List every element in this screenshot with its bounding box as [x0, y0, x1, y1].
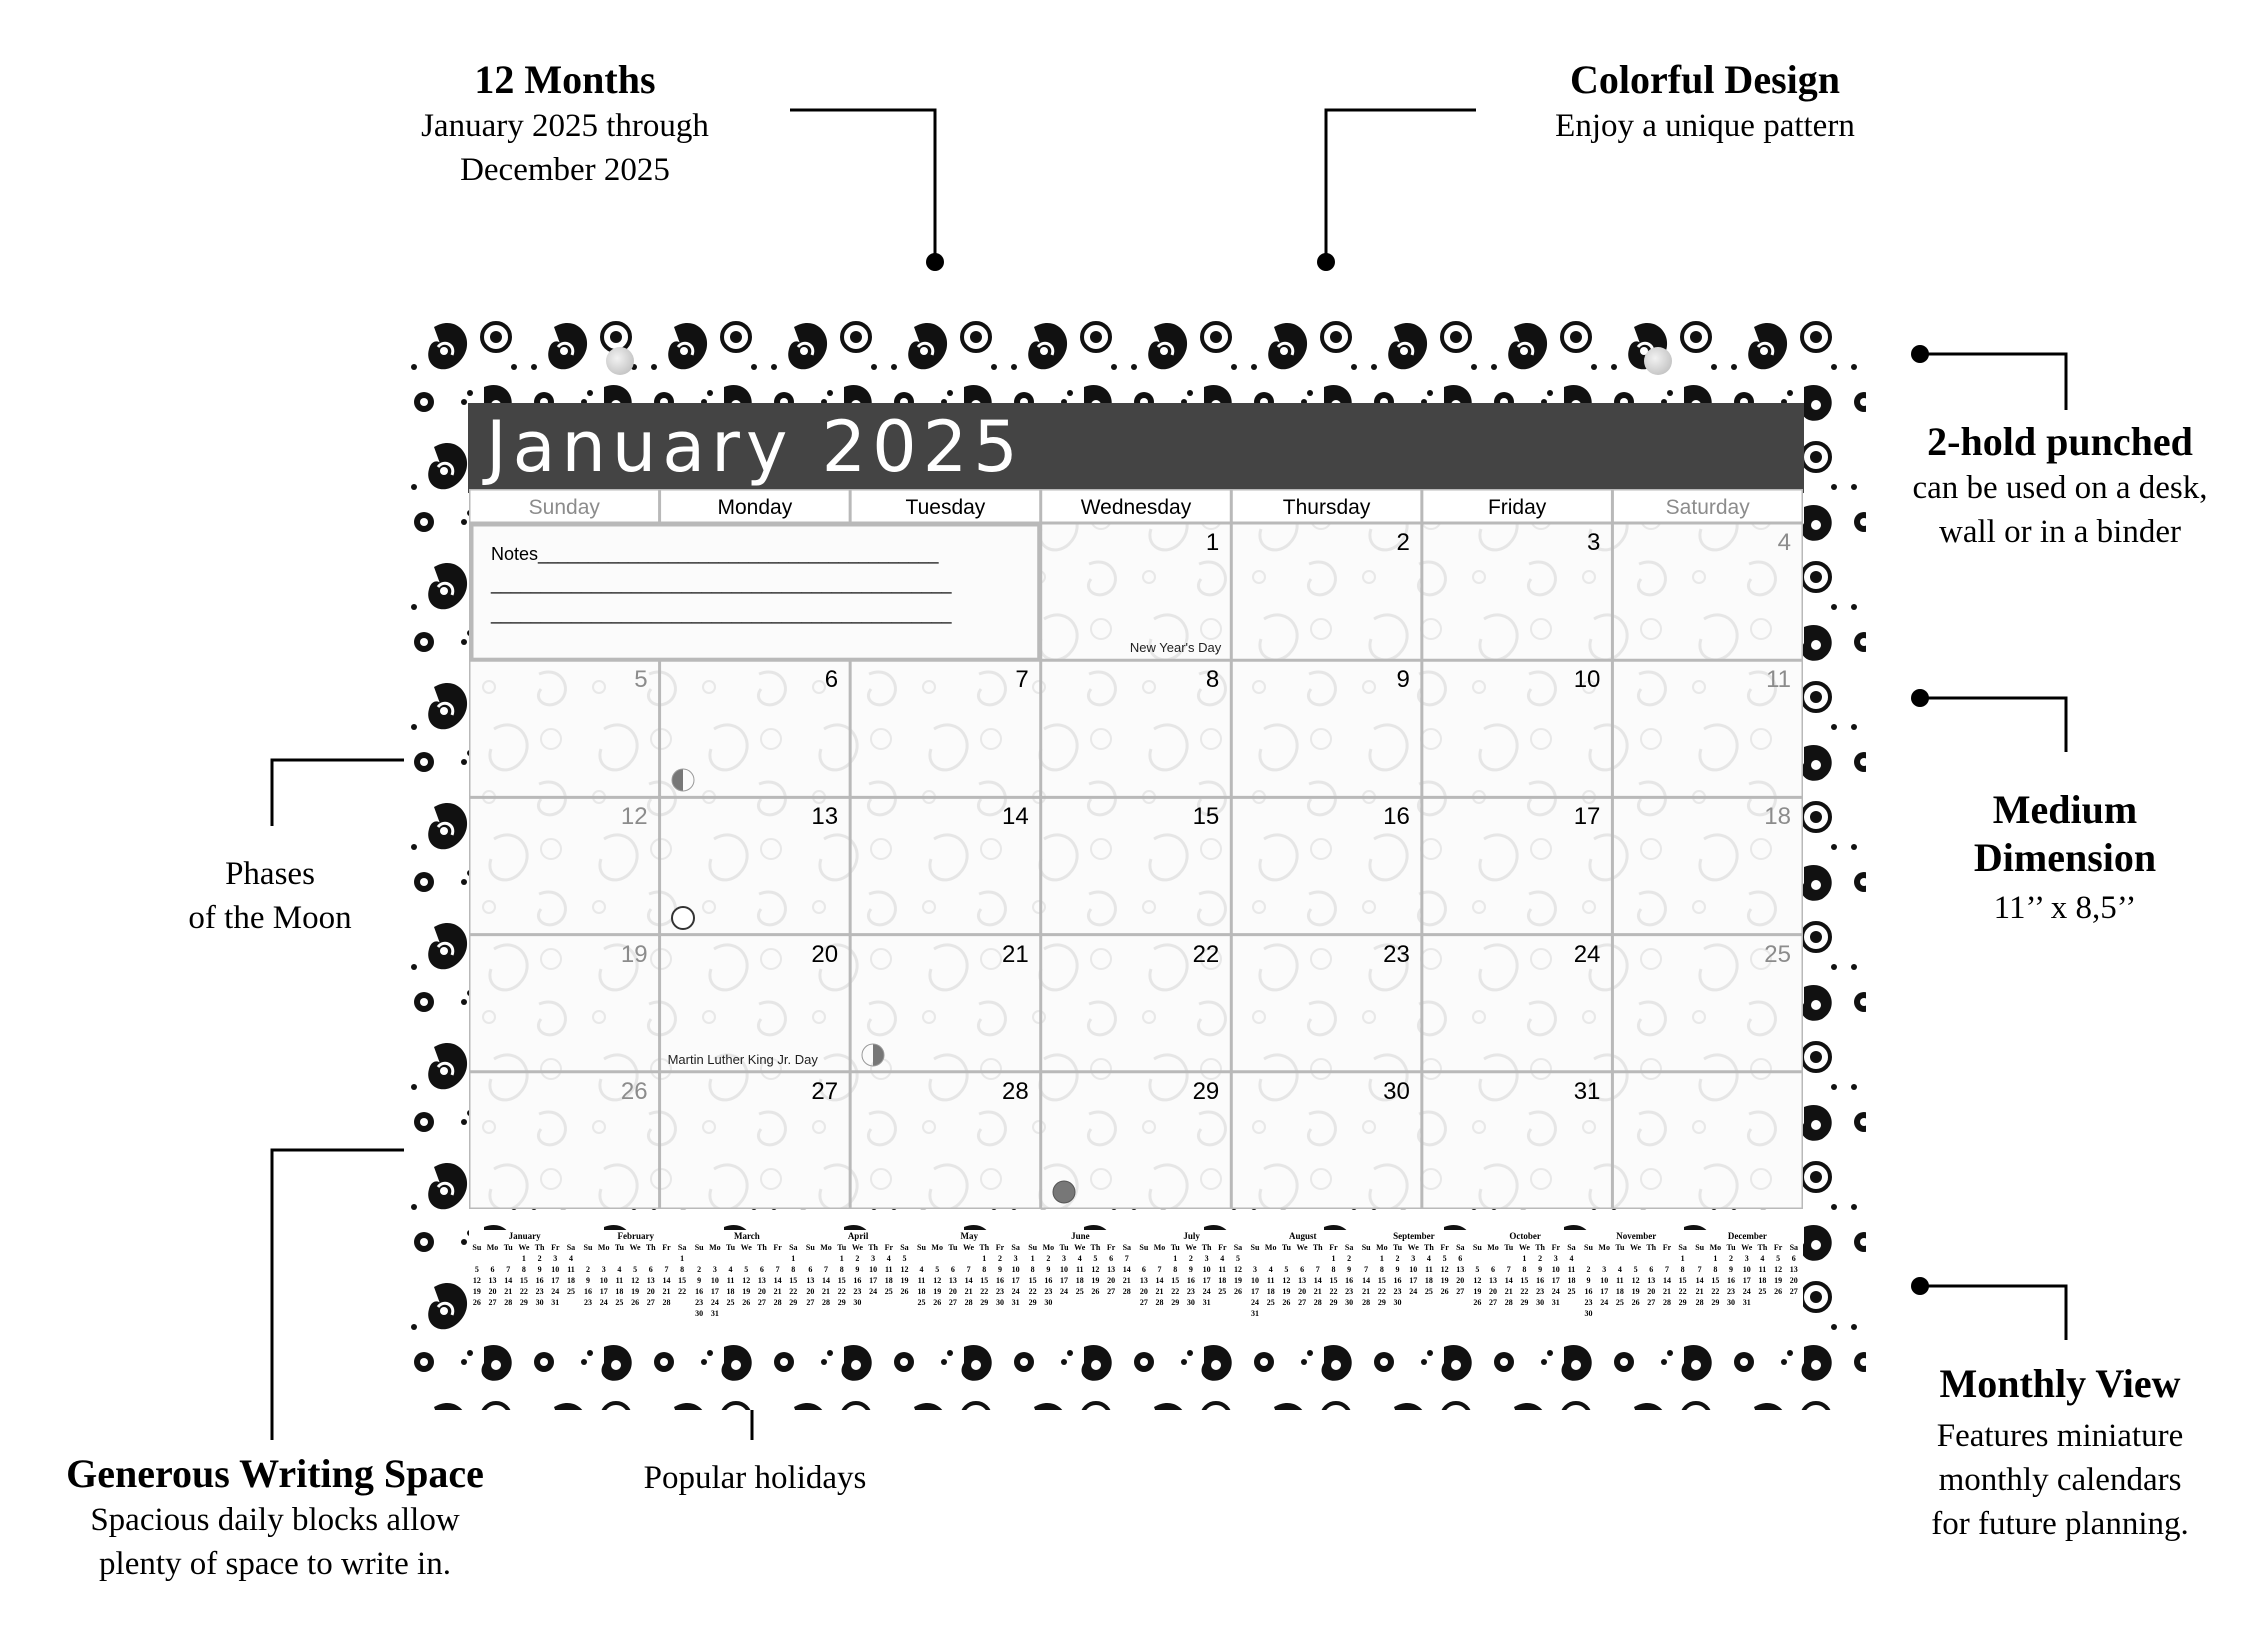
mini-calendar-march	[691, 1230, 802, 1340]
mini-calendar-week: 20 21 22 23 24 25 26	[806, 1287, 909, 1296]
mini-calendar-week: 15 16 17 18 19 20 21	[1028, 1276, 1131, 1285]
mini-calendar-title: October	[1509, 1231, 1541, 1241]
mini-calendar-week: 2 3 4 5 6 7 8	[586, 1265, 685, 1274]
mini-calendar-week: 25 26 27 28 29 30 31	[917, 1298, 1020, 1307]
weekday-header-thursday: Thursday	[1282, 496, 1371, 519]
day-number[interactable]: 26	[620, 1077, 648, 1105]
mini-calendar-title: September	[1393, 1231, 1435, 1241]
day-number[interactable]: 8	[1205, 666, 1220, 694]
mini-calendar-november	[1581, 1230, 1692, 1340]
mini-calendar-april	[803, 1230, 914, 1340]
callout-text: Popular holidays	[643, 1460, 867, 1496]
day-number[interactable]: 29	[1192, 1077, 1220, 1105]
day-number[interactable]: 23	[1383, 940, 1410, 968]
callout-text: Features miniature	[1936, 1418, 2184, 1454]
mini-calendar-week: 7 8 9 10 11 12 13	[1697, 1265, 1798, 1274]
day-number[interactable]: 12	[620, 803, 648, 831]
callout-text: can be used on a desk,	[1912, 470, 2208, 506]
callout-monthly-view	[1880, 1360, 2240, 1546]
mini-calendar-october	[1470, 1230, 1581, 1340]
mini-calendar-weekdays: Su Mo Tu We Th Fr Sa	[1139, 1243, 1243, 1252]
mini-calendar-week: 24 25 26 27 28 29 30	[1251, 1298, 1354, 1307]
month-title: January 2025	[486, 406, 1024, 488]
punch-hole-left	[606, 347, 634, 375]
mini-calendar-week: 5 6 7 8 9 10 11	[1475, 1265, 1576, 1274]
mini-calendar-week: 1 2 3 4 5 6 7	[1030, 1254, 1129, 1263]
mini-calendar-week: 8 9 10 11 12 13 14	[1030, 1265, 1131, 1274]
moon-phase-new-icon	[1051, 1179, 1077, 1205]
callout-text: plenty of space to write in.	[99, 1546, 451, 1582]
callout-text: of the Moon	[188, 900, 352, 936]
mini-calendar-december	[1692, 1230, 1803, 1340]
weekday-header-friday: Friday	[1487, 496, 1547, 519]
mini-calendar-may	[914, 1230, 1025, 1340]
day-number[interactable]: 16	[1383, 803, 1410, 831]
weekday-header-sunday: Sunday	[528, 496, 600, 519]
callout-text: January 2025 through	[421, 108, 709, 144]
mini-calendar-weekdays: Su Mo Tu We Th Fr Sa	[1584, 1243, 1687, 1252]
mini-calendar-week: 14 15 16 17 18 19 20	[1695, 1276, 1798, 1285]
mini-calendar-week: 26 27 28 29 30 31	[472, 1298, 560, 1307]
mini-calendar-january	[469, 1230, 580, 1340]
callout-text: wall or in a binder	[1939, 514, 2181, 550]
mini-calendar-week: 29 30	[1028, 1298, 1053, 1307]
day-number[interactable]: 13	[811, 803, 839, 831]
mini-calendar-week: 21 22 23 24 25 26 27	[1362, 1287, 1465, 1296]
mini-calendar-weekdays: Su Mo Tu We Th Fr Sa	[1250, 1243, 1354, 1252]
callout-text: for future planning.	[1931, 1506, 2189, 1542]
mini-calendar-june	[1025, 1230, 1136, 1340]
day-number[interactable]: 22	[1192, 940, 1220, 968]
mini-calendar-week: 31	[1251, 1309, 1259, 1318]
mini-calendar-week: 5 6 7 8 9 10 11	[474, 1265, 575, 1274]
callout-popular-holidays	[590, 1456, 920, 1500]
moon-phase-first-quarter-icon	[670, 767, 696, 793]
mini-calendar-week: 9 10 11 12 13 14 15	[586, 1276, 687, 1285]
day-number[interactable]: 6	[824, 666, 839, 694]
mini-calendar-week: 6 7 8 9 10 11 12	[1141, 1265, 1242, 1274]
mini-calendar-week: 19 20 21 22 23 24 25	[472, 1287, 575, 1296]
mini-calendar-july	[1136, 1230, 1247, 1340]
callout-12-months	[380, 56, 750, 192]
mini-calendar-week: 12 13 14 15 16 17 18	[1473, 1276, 1576, 1285]
day-number[interactable]: 2	[1396, 529, 1410, 556]
mini-calendar-weekdays: Su Mo Tu We Th Fr Sa	[1472, 1243, 1576, 1252]
mini-calendar-week: 1 2 3 4 5 6	[1379, 1254, 1463, 1263]
callout-title: Monthly View	[1939, 1361, 2181, 1406]
mini-calendar-week: 23 24 25 26 27 28 29	[1584, 1298, 1687, 1307]
mini-calendar-week: 20 21 22 23 24 25 26	[1139, 1287, 1242, 1296]
mini-calendar-week: 1	[791, 1254, 796, 1263]
mini-calendar-week: 1	[1680, 1254, 1685, 1263]
mini-calendar-week: 1 2 3 4 5	[839, 1254, 907, 1263]
mini-calendar-week: 22 23 24 25 26 27 28	[1028, 1287, 1131, 1296]
mini-calendar-weekdays: Su Mo Tu We Th Fr Sa	[917, 1243, 1020, 1252]
callout-title: 12 Months	[474, 57, 656, 102]
day-number[interactable]: 20	[811, 940, 839, 968]
mini-calendar-strip	[469, 1230, 1803, 1340]
holiday-label: Martin Luther King Jr. Day	[667, 1051, 818, 1067]
mini-calendar-week: 10 11 12 13 14 15 16	[1251, 1276, 1354, 1285]
day-number[interactable]: 15	[1192, 803, 1220, 831]
mini-calendar-week: 21 22 23 24 25 26 27	[1695, 1287, 1798, 1296]
mini-calendar-title: July	[1183, 1231, 1200, 1241]
day-number[interactable]: 30	[1383, 1077, 1410, 1105]
mini-calendar-week: 1 2 3	[982, 1254, 1018, 1263]
callout-title: Dimension	[1973, 835, 2157, 880]
day-number[interactable]: 11	[1766, 666, 1791, 694]
mini-calendar-week: 16 17 18 19 20 21 22	[584, 1287, 687, 1296]
day-number[interactable]: 7	[1015, 666, 1029, 694]
mini-calendar-week: 27 28 29 30 31	[1139, 1298, 1211, 1307]
mini-calendar-title: February	[617, 1231, 654, 1241]
mini-calendar-september	[1358, 1230, 1469, 1340]
mini-calendar-week: 7 8 9 10 11 12 13	[1364, 1265, 1465, 1274]
day-number[interactable]: 9	[1396, 666, 1410, 694]
mini-calendar-week: 23 24 25 26 27 28	[584, 1298, 671, 1307]
mini-calendar-week: 1 2 3 4 5 6	[1713, 1254, 1796, 1263]
day-number[interactable]: 25	[1764, 940, 1791, 968]
mini-calendar-title: June	[1071, 1231, 1090, 1241]
mini-calendar-title: August	[1288, 1231, 1317, 1241]
mini-calendar-week: 26 27 28 29 30 31	[1473, 1298, 1560, 1307]
mini-calendar-week: 1 2	[1331, 1254, 1352, 1263]
mini-calendar-week: 1 2 3 4	[521, 1254, 573, 1263]
notes-area[interactable]: Notes________________________________________ ______________________________________________ ______________________________________________	[491, 544, 952, 624]
mini-calendar-weekdays: Su Mo Tu We Th Fr Sa	[472, 1243, 576, 1252]
callout-writing-space	[20, 1450, 530, 1586]
day-number[interactable]: 14	[1002, 803, 1029, 831]
mini-calendar-week: 6 7 8 9 10 11 12	[808, 1265, 909, 1274]
mini-calendar-week: 16 17 18 19 20 21 22	[695, 1287, 798, 1296]
callout-medium-dimension	[1900, 786, 2230, 930]
mini-calendar-week: 14 15 16 17 18 19 20	[1362, 1276, 1465, 1285]
callout-text: Spacious daily blocks allow	[90, 1502, 460, 1538]
callout-title: Medium	[1992, 787, 2138, 832]
mini-calendar-title: May	[960, 1231, 978, 1241]
day-number[interactable]: 5	[634, 666, 648, 694]
callout-2-hold-punched	[1870, 418, 2250, 554]
mini-calendar-week: 13 14 15 16 17 18 19	[1139, 1276, 1242, 1285]
mini-calendar-week: 1	[680, 1254, 685, 1263]
mini-calendar-weekdays: Su Mo Tu We Th Fr Sa	[1028, 1243, 1132, 1252]
mini-calendar-week: 1 2 3 4	[1522, 1254, 1574, 1263]
punch-hole-right	[1644, 347, 1672, 375]
mini-calendar-week: 17 18 19 20 21 22 23	[1251, 1287, 1354, 1296]
mini-calendar-weekdays: Su Mo Tu We Th Fr Sa	[694, 1243, 798, 1252]
mini-calendar-week: 3 4 5 6 7 8 9	[1253, 1265, 1352, 1274]
mini-calendar-week: 11 12 13 14 15 16 17	[917, 1276, 1020, 1285]
callout-title: Colorful Design	[1570, 57, 1840, 102]
mini-calendar-week: 4 5 6 7 8 9 10	[919, 1265, 1020, 1274]
mini-calendar-week: 9 10 11 12 13 14 15	[697, 1276, 798, 1285]
day-number[interactable]: 28	[1002, 1077, 1029, 1105]
mini-calendar-weekdays: Su Mo Tu We Th Fr Sa	[805, 1243, 909, 1252]
callout-title: 2-hold punched	[1927, 419, 2193, 464]
mini-calendar-week: 30	[1584, 1309, 1593, 1318]
mini-calendar-february	[580, 1230, 691, 1340]
mini-calendar-week: 2 3 4 5 6 7 8	[697, 1265, 796, 1274]
day-number[interactable]: 21	[1002, 940, 1029, 968]
day-number[interactable]: 17	[1573, 803, 1601, 831]
mini-calendar-week: 12 13 14 15 16 17 18	[472, 1276, 575, 1285]
mini-calendar-week: 27 28 29 30	[806, 1298, 862, 1307]
callout-text: Enjoy a unique pattern	[1555, 108, 1855, 144]
holiday-label: New Year's Day	[1129, 640, 1222, 656]
mini-calendar-week: 19 20 21 22 23 24 25	[1473, 1287, 1576, 1296]
weekday-header-tuesday: Tuesday	[905, 496, 986, 519]
day-number[interactable]: 18	[1764, 803, 1791, 831]
callout-text: monthly calendars	[1938, 1462, 2182, 1498]
mini-calendar-title: December	[1727, 1231, 1767, 1241]
day-number[interactable]: 27	[811, 1077, 839, 1105]
month-grid	[469, 489, 1803, 1209]
mini-calendar-title: April	[847, 1231, 869, 1241]
mini-calendar-title: March	[733, 1231, 760, 1241]
mini-calendar-weekdays: Su Mo Tu We Th Fr Sa	[583, 1243, 687, 1252]
mini-calendar-week: 1 2 3 4 5	[1173, 1254, 1240, 1263]
day-number[interactable]: 10	[1573, 666, 1601, 694]
mini-calendar-week: 28 29 30	[1362, 1298, 1402, 1307]
mini-calendar-august	[1247, 1230, 1358, 1340]
mini-calendar-week: 30 31	[695, 1309, 719, 1318]
callout-text: 11’’ x 8,5’’	[1993, 890, 2137, 926]
weekday-header-monday: Monday	[717, 496, 793, 519]
weekday-header-wednesday: Wednesday	[1080, 496, 1192, 519]
mini-calendar-week: 18 19 20 21 22 23 24	[917, 1287, 1020, 1296]
callout-text: Phases	[225, 856, 315, 892]
callout-colorful-design	[1510, 56, 1900, 148]
mini-calendar-weekdays: Su Mo Tu We Th Fr Sa	[1361, 1243, 1465, 1252]
moon-phase-full-icon	[670, 905, 696, 931]
callout-moon-phases	[120, 852, 420, 940]
mini-calendar-weekdays: Su Mo Tu We Th Fr Sa	[1695, 1243, 1799, 1252]
callout-title: Generous Writing Space	[66, 1451, 484, 1496]
mini-calendar-week: 9 10 11 12 13 14 15	[1586, 1276, 1687, 1285]
callout-text: December 2025	[460, 152, 670, 188]
day-number[interactable]: 1	[1205, 529, 1220, 556]
mini-calendar-week: 13 14 15 16 17 18 19	[806, 1276, 909, 1285]
mini-calendar-week: 2 3 4 5 6 7 8	[1586, 1265, 1685, 1274]
day-number[interactable]: 24	[1573, 940, 1601, 968]
day-number[interactable]: 4	[1777, 529, 1791, 556]
mini-calendar-title: November	[1616, 1231, 1657, 1241]
mini-calendar-week: 16 17 18 19 20 21 22	[1584, 1287, 1687, 1296]
day-number[interactable]: 3	[1587, 529, 1601, 556]
mini-calendar-title: January	[508, 1231, 541, 1241]
day-number[interactable]: 19	[620, 940, 648, 968]
mini-calendar-week: 28 29 30 31	[1695, 1298, 1751, 1307]
mini-calendar-week: 23 24 25 26 27 28 29	[695, 1298, 798, 1307]
day-number[interactable]: 31	[1573, 1077, 1601, 1105]
weekday-header-saturday: Saturday	[1665, 496, 1750, 519]
calendar-sheet	[404, 307, 1866, 1410]
moon-phase-last-quarter-icon	[860, 1042, 886, 1068]
